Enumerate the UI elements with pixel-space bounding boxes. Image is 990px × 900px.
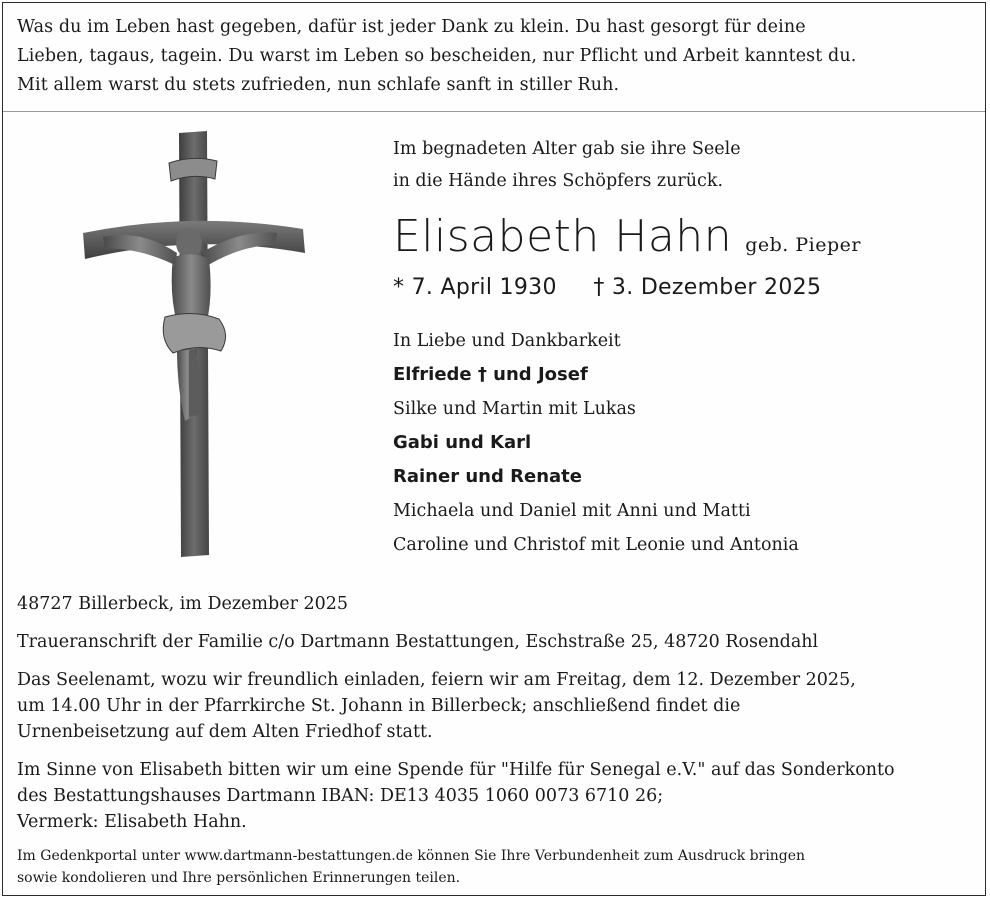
poem-line: Was du im Leben hast gegeben, dafür ist jeder Dank zu klein. Du hast gesorgt für deine	[17, 17, 806, 37]
family-member: Gabi und Karl	[393, 432, 532, 453]
deceased-name-row	[393, 211, 983, 267]
announcement	[393, 133, 983, 562]
donation-line: Vermerk: Elisabeth Hahn.	[17, 812, 247, 832]
poem-line: Mit allem warst du stets zufrieden, nun schlafe sanft in stiller Ruh.	[17, 75, 620, 95]
family-member: Caroline und Christof mit Leonie und Antonia	[393, 535, 799, 555]
footer	[17, 591, 977, 889]
family-list	[393, 324, 983, 562]
intro-line: in die Hände ihres Schöpfers zurück.	[393, 171, 724, 191]
family-intro: In Liebe und Dankbarkeit	[393, 331, 621, 351]
family-member: Silke und Martin mit Lukas	[393, 399, 636, 419]
memorial-portal-note	[17, 845, 977, 889]
family-member: Michaela und Daniel mit Anni und Matti	[393, 501, 751, 521]
poem	[17, 13, 977, 100]
donation-line: des Bestattungshauses Dartmann IBAN: DE13 4035 1060 0073 6710 26;	[17, 786, 664, 806]
crucifix-icon	[81, 125, 311, 560]
obituary-card	[2, 2, 986, 896]
service-info	[17, 667, 977, 745]
portal-line: Im Gedenkportal unter www.dartmann-bestattungen.de können Sie Ihre Verbundenheit zum Ausdruck bringen	[17, 848, 806, 864]
family-member: Rainer und Renate	[393, 466, 582, 487]
poem-line: Lieben, tagaus, tagein. Du warst im Leben so bescheiden, nur Pflicht und Arbeit kanntest du.	[17, 46, 857, 66]
family-member: Elfriede † und Josef	[393, 364, 588, 385]
birth-date: * 7. April 1930	[393, 275, 557, 300]
service-line: Das Seelenamt, wozu wir freundlich einladen, feiern wir am Freitag, dem 12. Dezember 2025,	[17, 670, 856, 690]
death-date: † 3. Dezember 2025	[593, 275, 822, 300]
intro-text	[393, 133, 983, 197]
separator-line	[3, 111, 985, 112]
donation-info	[17, 757, 977, 835]
service-line: Urnenbeisetzung auf dem Alten Friedhof statt.	[17, 722, 433, 742]
deceased-name: Elisabeth Hahn	[393, 211, 733, 262]
place-date: 48727 Billerbeck, im Dezember 2025	[17, 594, 349, 614]
service-line: um 14.00 Uhr in der Pfarrkirche St. Johann in Billerbeck; anschließend findet die	[17, 696, 741, 716]
life-dates	[393, 275, 983, 300]
portal-line: sowie kondolieren und Ihre persönlichen Erinnerungen teilen.	[17, 870, 461, 886]
donation-line: Im Sinne von Elisabeth bitten wir um eine Spende für "Hilfe für Senegal e.V." auf das Sonderkonto	[17, 760, 895, 780]
intro-line: Im begnadeten Alter gab sie ihre Seele	[393, 139, 741, 159]
mourning-address: Traueranschrift der Familie c/o Dartmann Bestattungen, Eschstraße 25, 48720 Rosendahl	[17, 632, 819, 652]
birth-name: geb. Pieper	[745, 234, 861, 256]
